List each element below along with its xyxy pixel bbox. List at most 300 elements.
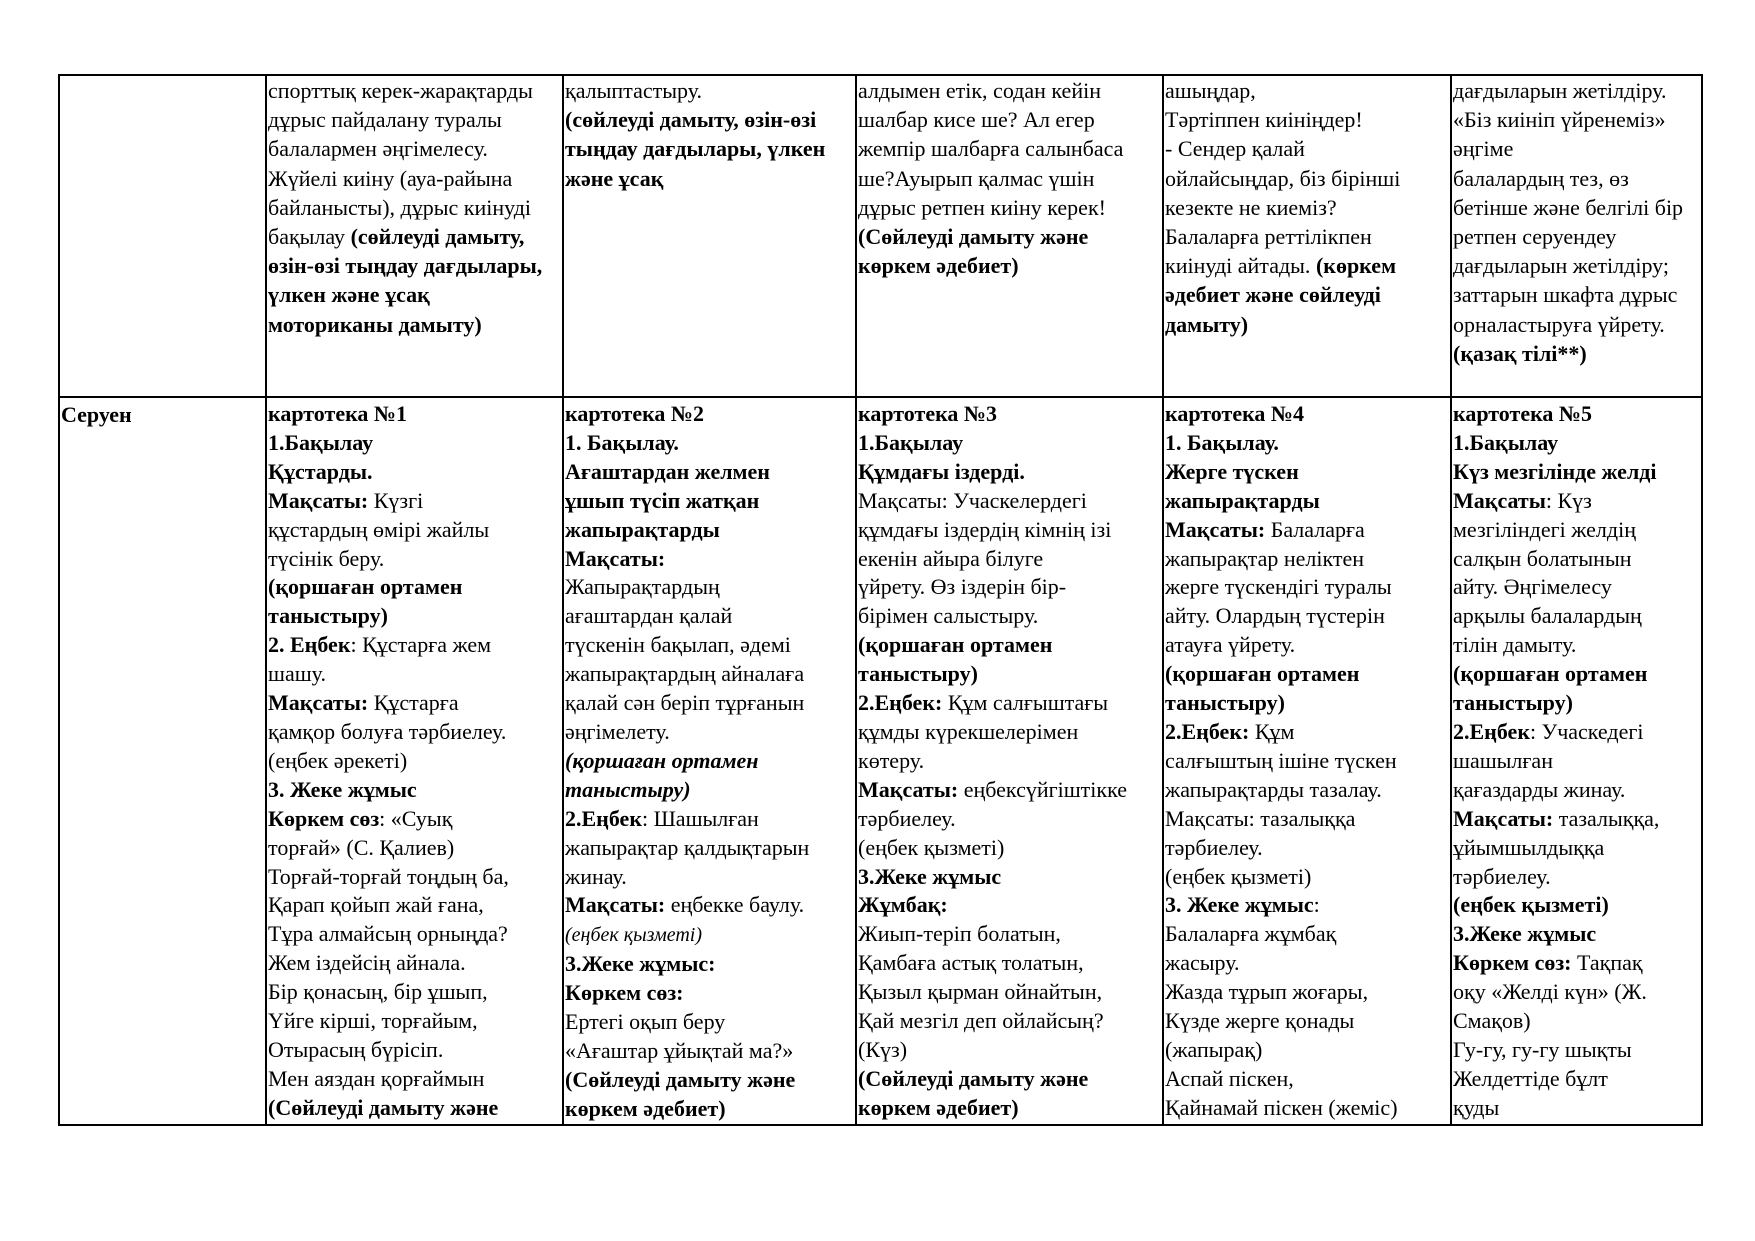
cell-line [1453,1094,1700,1123]
cell-emphasis-run: 2.Еңбек: [858,690,943,716]
cell-line [858,545,1161,574]
cell-line [858,458,1161,487]
cell-line [268,805,561,834]
cell-line [858,400,1161,429]
cell-line [1165,1065,1449,1094]
cell-line [858,949,1161,978]
cell-text-run: жинау. [565,863,627,889]
cell-emphasis-run: (еңбек қызметі) [565,924,702,947]
cell-line [1453,487,1700,516]
cell-line [1453,602,1700,631]
cell-line [1165,516,1449,545]
cell-text-run: жасыру. [1165,950,1240,976]
cell-line [268,747,561,776]
cell-line [565,573,854,602]
cell-text-run: Аспай піскен, [1165,1065,1294,1091]
cell-text-run: айту. Олардың түстерін [1165,603,1385,629]
cell-emphasis-run: 3.Жеке жұмыс [1453,921,1597,947]
cell-text-run: Үйге кірші, торғайым, [268,1008,478,1034]
cell-line [1165,718,1449,747]
cell-text-run: екенін айыра білуге [858,545,1044,571]
cell-line [268,1007,561,1036]
cell-line [1453,400,1700,429]
cell-line [858,251,1161,280]
cell-line [565,689,854,718]
cell-text-run: Отырасың бүрісіп. [268,1036,444,1062]
cell-line [268,458,561,487]
cell-line [1165,863,1449,892]
cell-text-run: Жиып-теріп болатын, [858,921,1061,947]
table-cell [1163,75,1451,397]
table-cell [266,397,563,1125]
cell-line [268,776,561,805]
cell-text [1165,398,1449,1123]
cell-line [858,1094,1161,1123]
row-label-seruen: Серуен [61,402,132,427]
cell-line [858,805,1161,834]
cell-text-run: бірімен салыстыру. [858,603,1039,629]
cell-text-run: үйрету. Өз іздерін бір- [858,574,1067,600]
cell-line [565,891,854,920]
cell-line [268,949,561,978]
cell-text-run: : «Суық [379,805,453,831]
cell-text-run: байланысты), дұрыс киінуді [268,194,532,220]
cell-line [565,863,854,892]
cell-line [1165,222,1449,251]
cell-line [1453,978,1700,1007]
cell-line [858,487,1161,516]
cell-emphasis-run: 1.Бақылау [858,429,964,455]
cell-line [1165,631,1449,660]
cell-line [858,193,1161,222]
table-cell [563,75,856,397]
cell-text-run: оқу «Желді күн» (Ж. [1453,979,1647,1005]
cell-line [565,487,854,516]
cell-text-run: тәрбиелеу. [1453,863,1551,889]
cell-line [1165,280,1449,309]
cell-emphasis-run: Мақсаты: [565,892,666,918]
cell-text-run: Тәртіппен киініңдер! [1165,107,1363,133]
cell-text-run: Күзде жерге қонады [1165,1008,1355,1034]
cell-line [268,689,561,718]
cell-line [268,280,561,309]
table-cell [856,75,1163,397]
cell-line [268,863,561,892]
cell-emphasis-run: Құмдағы іздерді. [858,458,1025,484]
cell-text-run: Балаларға реттілікпен [1165,224,1372,250]
cell-text-run: жапырақтарды тазалау. [1165,776,1382,802]
cell-text-run: қамқор болуға тәрбиелеу. [268,718,507,744]
cell-line [268,134,561,163]
cell-line [1453,280,1700,309]
cell-line [565,718,854,747]
cell-emphasis-run: көркем әдебиет) [858,253,1019,279]
cell-text-run: түсінік беру. [268,545,385,571]
cell-line [1453,251,1700,280]
cell-emphasis-run: 3.Жеке жұмыс [858,863,1002,889]
cell-line [1453,660,1700,689]
cell-line [1165,400,1449,429]
cell-emphasis-run: (сөйлеуді дамыту, [350,224,525,250]
cell-text-run: дұрыс пайдалану туралы [268,107,502,133]
cell-text-run: Мен аяздан қорғаймын [268,1065,485,1091]
cell-line [1165,1007,1449,1036]
cell-line [268,400,561,429]
cell-text [565,398,854,1124]
cell-emphasis-run: үлкен және ұсақ [268,282,430,308]
cell-text-run: қағаздарды жинау. [1453,776,1626,802]
cell-text-run: : Құстарға жем [350,632,492,658]
cell-line [1165,949,1449,978]
cell-emphasis-run: Жерге түскен [1165,458,1299,484]
cell-line [565,105,854,134]
cell-emphasis-run: картотека №2 [565,401,705,426]
cell-text-run: Мақсаты: Учаскелердегі [858,487,1087,513]
cell-text-run: айту. Әңгімелесу [1453,574,1612,600]
cell-line [1453,193,1700,222]
cell-text-run: киінуді айтады. [1165,253,1316,279]
cell-emphasis-run: 3.Жеке жұмыс: [565,951,716,977]
cell-emphasis-run: (Сөйлеуді дамыту және [268,1094,499,1120]
cell-line [565,545,854,574]
cell-line [1165,776,1449,805]
cell-text-run: Гу-гу, гу-гу шықты [1453,1036,1632,1062]
cell-line [268,602,561,631]
cell-line [565,1095,854,1124]
cell-line [268,978,561,1007]
cell-line [1453,339,1700,368]
cell-text-run: Балаларға [1265,516,1365,542]
cell-text-run: еңбексүйгіштікке [958,776,1127,802]
cell-line [858,76,1161,105]
cell-text-run: Торғай-торғай тоңдың ба, [268,863,509,889]
cell-line [858,747,1161,776]
row-label-cell [59,75,266,397]
cell-text-run: (жапырақ) [1165,1036,1263,1062]
cell-line [268,1094,561,1123]
cell-line [1453,573,1700,602]
cell-emphasis-run: 1. Бақылау. [565,429,679,455]
cell-line [1453,545,1700,574]
cell-line [1453,776,1700,805]
cell-emphasis-run: 2. Еңбек [268,632,351,658]
cell-line [858,134,1161,163]
cell-line [1453,134,1700,163]
cell-line [858,105,1161,134]
cell-line [858,631,1161,660]
cell-emphasis-run: 3. Жеке жұмыс [1165,892,1314,918]
cell-text-run: Смақов) [1453,1008,1531,1034]
cell-text-run: (еңбек әрекеті) [268,747,408,773]
cell-text-run: тәрбиелеу. [858,805,956,831]
cell-emphasis-run: Мақсаты: [1453,805,1554,831]
cell-line [1453,164,1700,193]
cell-line [858,660,1161,689]
cell-emphasis-run: Мақсаты: [565,545,666,571]
cell-line [1453,1065,1700,1094]
cell-line [268,573,561,602]
cell-emphasis-run: (қоршаған ортамен [1165,661,1360,687]
cell-emphasis-run: 2.Еңбек [1453,718,1530,744]
cell-line [565,400,854,429]
cell-text-run: жемпір шалбарға салынбаса [858,136,1124,162]
cell-line [858,1007,1161,1036]
table-cell [563,397,856,1125]
cell-line [1165,891,1449,920]
cell-emphasis-run: (көркем [1315,253,1397,279]
cell-emphasis-run: 2.Еңбек: [1165,718,1250,744]
cell-line [268,920,561,949]
cell-line [1453,1007,1700,1036]
cell-line [565,776,854,805]
cell-text [268,76,561,339]
cell-emphasis-run: Мақсаты: [1165,516,1266,542]
cell-text-run: Жапырақтардың [565,574,720,600]
cell-text-run: құстардың өмірі жайлы [268,516,490,542]
cell-text-run: жерге түскендігі туралы [1165,574,1392,600]
cell-emphasis-run: (Сөйлеуді дамыту және [565,1066,796,1092]
cell-line [268,660,561,689]
cell-line [1453,949,1700,978]
table-cell [266,75,563,397]
cell-text-run: көтеру. [858,747,925,773]
cell-emphasis-run: таныстыру) [1453,690,1573,716]
cell-line [858,1065,1161,1094]
cell-text-run: Қызыл қырман ойнайтын, [858,979,1103,1005]
cell-line [268,429,561,458]
cell-line [565,979,854,1008]
cell-line [1165,487,1449,516]
cell-line [1165,251,1449,280]
cell-text-run: орналастыруға үйрету. [1453,311,1665,337]
cell-text-run: кезекте не киеміз? [1165,194,1337,220]
cell-line [565,164,854,193]
cell-text [858,76,1161,280]
cell-text-run: арқылы балалардың [1453,603,1642,629]
cell-line [268,545,561,574]
cell-line [858,978,1161,1007]
cell-line [858,573,1161,602]
cell-text-run: ұйымшылдыққа [1453,834,1605,860]
cell-text-run: ше?Ауырып қалмас үшін [858,165,1095,191]
cell-line [1453,631,1700,660]
cell-line [1453,516,1700,545]
cell-emphasis-run: ұшып түсіп жатқан [565,487,760,513]
cell-text-run: салқын болатынын [1453,545,1632,571]
cell-line [565,920,854,950]
cell-text [1453,76,1700,368]
cell-emphasis-run: (Сөйлеуді дамыту және [858,1065,1089,1091]
cell-line [268,631,561,660]
cell-emphasis-run: (қоршаған ортамен [565,747,759,773]
cell-emphasis-run: (сөйлеуді дамыту, өзін-өзі [565,107,817,133]
cell-line [1165,689,1449,718]
cell-line [858,164,1161,193]
cell-line [1165,429,1449,458]
cell-text-run: «Ағаштар ұйықтай ма?» [565,1037,794,1063]
cell-text-run: : Учаскедегі [1530,718,1644,744]
cell-line [1165,978,1449,1007]
cell-emphasis-run: (қоршаған ортамен [858,632,1053,658]
cell-line [268,718,561,747]
cell-emphasis-run: өзін-өзі тыңдау дағдылары, [268,253,543,279]
cell-text-run: құмдағы іздердің кімнің ізі [858,516,1112,542]
cell-line [565,516,854,545]
cell-emphasis-run: (қазақ тілі**) [1453,340,1587,366]
cell-text-run: Құм салғыштағы [942,690,1109,716]
cell-line [858,863,1161,892]
cell-line [268,76,561,105]
cell-emphasis-run: (Сөйлеуді дамыту және [858,224,1089,250]
cell-text-run: дұрыс ретпен киіну керек! [858,194,1106,220]
cell-line [1165,545,1449,574]
cell-text-run: - Сендер қалай [1165,136,1305,162]
cell-emphasis-run: Мақсаты [1453,487,1546,513]
cell-text-run: ретпен серуендеу [1453,224,1617,250]
cell-emphasis-run: 1. Бақылау. [1165,429,1279,455]
cell-line [1453,76,1700,105]
cell-text-run: ағаштардан қалай [565,603,733,629]
cell-text-run: Балаларға жұмбақ [1165,921,1337,947]
cell-emphasis-run: картотека №1 [268,401,408,426]
cell-line [268,487,561,516]
cell-line [565,1066,854,1095]
cell-text-run: спорттық керек-жарақтарды [268,78,533,103]
cell-text-run: бетінше және белгілі бір [1453,194,1684,220]
cell-line [268,222,561,251]
cell-text-run: Қай мезгіл деп ойлайсың? [858,1008,1104,1034]
cell-line [268,164,561,193]
cell-emphasis-run: Ағаштардан желмен [565,458,770,484]
cell-line [565,834,854,863]
cell-emphasis-run: (қоршаған ортамен [268,574,463,600]
cell-emphasis-run: Жұмбақ: [858,892,948,918]
cell-text-run: Қайнамай піскен (жеміс) [1165,1094,1398,1120]
cell-line [1165,134,1449,163]
cell-text-run: Күзгі [368,487,424,513]
cell-emphasis-run: Құстарды. [268,458,373,484]
cell-text-run: салғыштың ішіне түскен [1165,747,1397,773]
cell-line [565,602,854,631]
cell-line [1453,1036,1700,1065]
cell-text-run: тәрбиелеу. [1165,834,1263,860]
cell-text-run: Тақпақ [1571,950,1643,976]
cell-text-run: қалыптастыру. [565,78,702,103]
cell-text-run: Тұра алмайсың орныңда? [268,921,508,947]
cell-line [268,891,561,920]
cell-emphasis-run: Көркем сөз: [565,980,684,1006]
cell-text-run: «Біз киініп үйренеміз» [1453,107,1666,133]
cell-text-run: бақылау [268,224,351,250]
cell-emphasis-run: 2.Еңбек [565,805,642,831]
cell-emphasis-run: моториканы дамыту) [268,311,482,337]
cell-text-run: қалай сән беріп тұрғанын [565,690,805,716]
cell-line [1453,718,1700,747]
cell-line [565,805,854,834]
cell-line [565,747,854,776]
cell-line [858,516,1161,545]
cell-text-run: балалармен әңгімелесу. [268,136,488,162]
cell-text-run: Қарап қойып жай ғана, [268,892,484,918]
cell-emphasis-run: Көркем сөз [268,805,380,831]
cell-emphasis-run: көркем әдебиет) [858,1094,1019,1120]
cell-line [1165,920,1449,949]
cell-line [1453,429,1700,458]
cell-line [1453,891,1700,920]
cell-line [1165,602,1449,631]
cell-text-run: (еңбек қызметі) [1165,863,1312,889]
cell-line [565,631,854,660]
cell-text-run: Желдеттіде бұлт [1453,1065,1608,1091]
cell-text-run: (еңбек қызметі) [858,834,1005,860]
cell-line [1165,193,1449,222]
cell-text-run: құмды күрекшелерімен [858,718,1079,744]
cell-line [268,516,561,545]
cell-emphasis-run: 1.Бақылау [1453,429,1559,455]
cell-line [858,920,1161,949]
cell-line [1165,573,1449,602]
cell-line [858,429,1161,458]
cell-text-run: Мақсаты: тазалыққа [1165,805,1356,831]
cell-text-run: (Күз) [858,1036,908,1062]
cell-emphasis-run: әдебиет және сөйлеуді [1165,282,1381,308]
cell-line [1165,76,1449,105]
cell-line [858,222,1161,251]
cell-text-run: дағдыларын жетілдіру; [1453,253,1669,279]
cell-emphasis-run: жапырақтарды [1165,487,1320,513]
cell-line [1453,747,1700,776]
cell-emphasis-run: Мақсаты: [268,690,369,716]
cell-text-run: атауға үйрету. [1165,632,1296,658]
cell-line [1165,458,1449,487]
cell-text-run: Құстарға [368,690,459,716]
cell-line [268,834,561,863]
table-cell [856,397,1163,1125]
cell-text-run: түскенін бақылап, әдемі [565,632,791,658]
cell-line [565,134,854,163]
cell-text-run: әңгімелету. [565,718,670,744]
cell-text-run: дағдыларын жетілдіру. [1453,78,1667,103]
cell-text-run: жапырақтардың айналаға [565,661,805,687]
cell-emphasis-run: таныстыру) [565,776,691,802]
cell-line [565,660,854,689]
cell-text-run: заттарын шкафта дұрыс [1453,282,1678,308]
cell-line [565,76,854,105]
cell-text-run: тазалыққа, [1553,805,1660,831]
cell-text-run: жапырақтар неліктен [1165,545,1365,571]
cell-text-run: торғай» (С. Қалиев) [268,834,455,860]
cell-text-run: шашылған [1453,747,1553,773]
cell-line [1453,310,1700,339]
cell-emphasis-run: таныстыру) [268,603,388,629]
cell-line [1165,105,1449,134]
cell-text [1453,398,1700,1123]
cell-text [858,398,1161,1123]
cell-text-run: Құм [1249,718,1295,744]
cell-emphasis-run: және ұсақ [565,165,664,191]
cell-text-run: еңбекке баулу. [665,892,805,918]
cell-line [858,891,1161,920]
cell-line [1165,660,1449,689]
cell-text [268,398,561,1123]
cell-text-run: шалбар кисе ше? Ал егер [858,107,1095,133]
cell-emphasis-run: (қоршаған ортамен [1453,661,1648,687]
cell-text [1165,76,1449,339]
cell-text-run: қуды [1453,1094,1500,1120]
cell-emphasis-run: көркем әдебиет) [565,1095,726,1121]
cell-line [268,193,561,222]
cell-emphasis-run: таныстыру) [858,661,978,687]
